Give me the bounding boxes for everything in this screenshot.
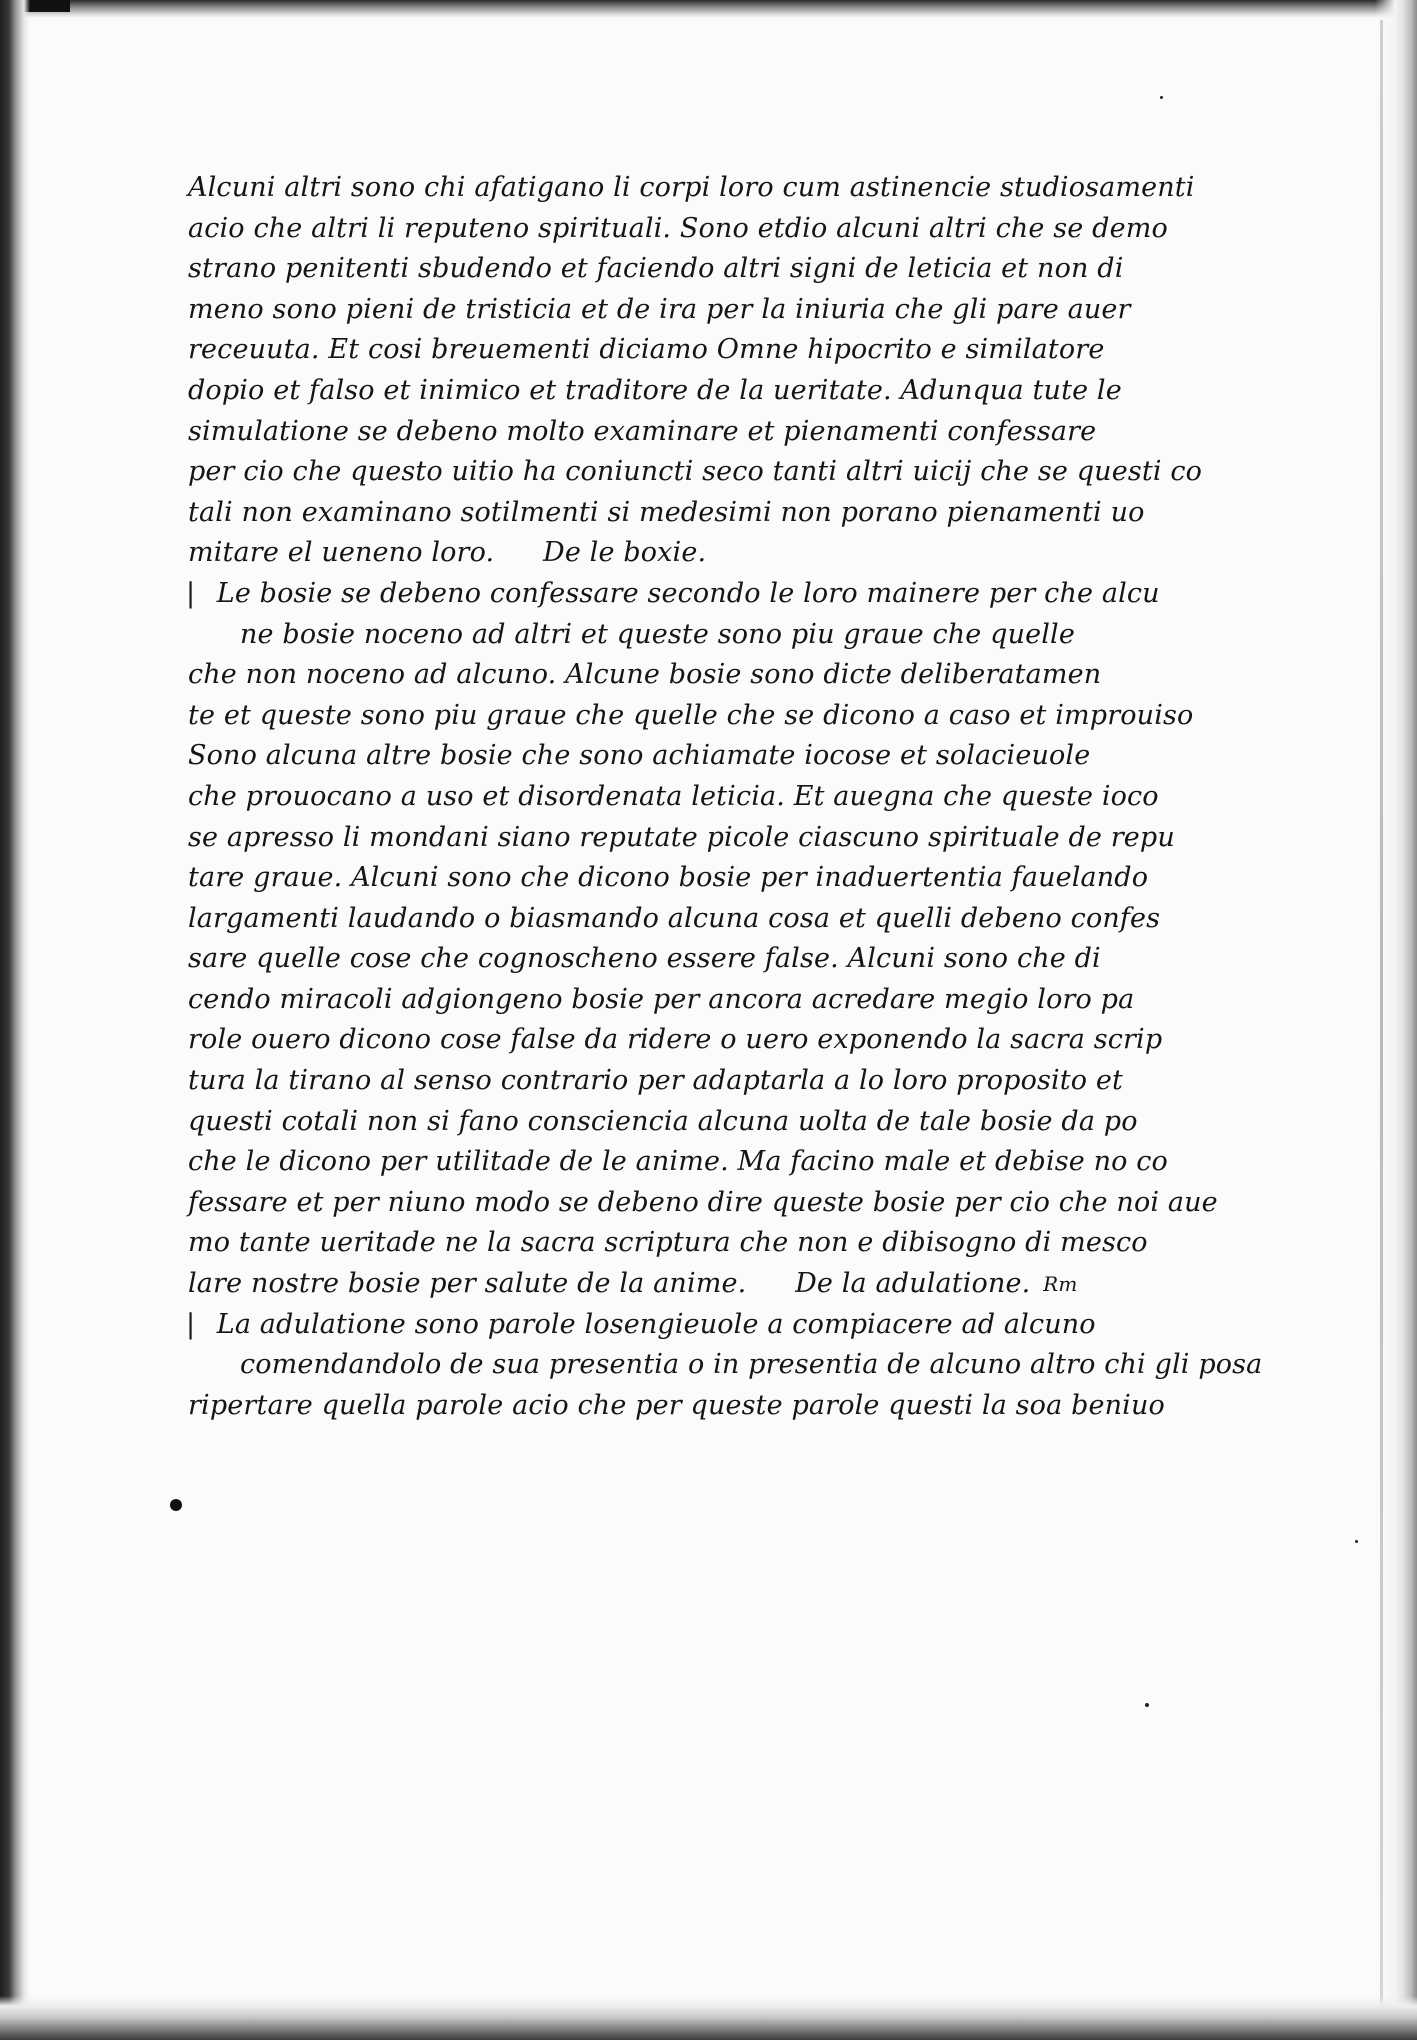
text-line: comendandolo de sua presentia o in presentia de alcuno altro chi gli posa xyxy=(240,1349,1263,1381)
text-line: simulatione se debeno molto examinare et pienamenti confessare xyxy=(188,415,1097,447)
text-line: role ouero dicono cose false da ridere o uero exponendo la sacra scrip xyxy=(188,1024,1163,1056)
text-line: dopio et falso et inimico et traditore de la ueritate. Adunqua tute le xyxy=(188,374,1122,406)
section-heading-bosie: De le boxie. xyxy=(543,537,707,569)
ink-speck xyxy=(1145,1703,1149,1707)
text-line: Le bosie se debeno confessare secondo le loro mainere per che alcu xyxy=(216,577,1160,609)
text-line: sare quelle cose che cognoscheno essere false. Alcuni sono che di xyxy=(188,943,1101,975)
text-line: che le dicono per utilitade de le anime. Ma facino male et debise no co xyxy=(188,1146,1168,1178)
text-line: che non noceno ad alcuno. Alcune bosie sono dicte deliberatamen xyxy=(188,659,1102,691)
text-line-with-heading xyxy=(188,533,1093,574)
text-line: se apresso li mondani siano reputate picole ciascuno spirituale de repu xyxy=(188,821,1175,853)
scan-top-edge xyxy=(0,0,1417,18)
text-line: lare nostre bosie per salute de la anime. xyxy=(188,1268,747,1300)
text-line: tare graue. Alcuni sono che dicono bosie per inaduertentia fauelando xyxy=(188,862,1149,894)
text-line: per cio che questo uitio ha coniuncti seco tanti altri uicij che se questi co xyxy=(188,456,1203,488)
paragraph-start-line xyxy=(186,574,1160,615)
text-line: questi cotali non si fano consciencia alcuna uolta de tale bosie da po xyxy=(188,1105,1138,1137)
ink-speck xyxy=(1160,96,1163,99)
text-line: ne bosie noceno ad altri et queste sono piu graue che quelle xyxy=(240,618,1075,650)
text-line: Alcuni altri sono chi afatigano li corpi loro cum astinencie studiosamenti xyxy=(188,172,1195,203)
text-line: acio che altri li reputeno spirituali. Sono etdio alcuni altri che se demo xyxy=(188,212,1168,244)
manuscript-text xyxy=(186,168,1263,1426)
paragraph-mark: | xyxy=(186,1308,196,1340)
text-line: La adulatione sono parole losengieuole a compiacere ad alcuno xyxy=(216,1308,1096,1340)
text-line: strano penitenti sbudendo et faciendo altri signi de leticia et non di xyxy=(188,253,1124,285)
text-line: mo tante ueritade ne la sacra scriptura che non e dibisogno di mesco xyxy=(188,1227,1148,1259)
text-line: che prouocano a uso et disordenata leticia. Et auegna che queste ioco xyxy=(188,780,1159,812)
paragraph-start-line xyxy=(186,1305,1096,1346)
paragraph-mark: | xyxy=(186,577,196,609)
ink-speck xyxy=(1355,1540,1358,1543)
rubric-mark: Rm xyxy=(1043,1272,1078,1297)
text-line: receuuta. Et cosi breuementi diciamo Omne hipocrito e similatore xyxy=(188,334,1105,366)
text-line: tali non examinano sotilmenti si medesimi non porano pienamenti uo xyxy=(188,496,1145,528)
text-line: cendo miracoli adgiongeno bosie per ancora acredare megio loro pa xyxy=(188,983,1135,1015)
text-line: tura la tirano al senso contrario per adaptarla a lo loro proposito et xyxy=(188,1065,1124,1097)
section-heading-adulatione: De la adulatione. xyxy=(795,1268,1031,1300)
text-line: ripertare quella parole acio che per queste parole questi la soa beniuo xyxy=(188,1389,1165,1421)
text-line: te et queste sono piu graue che quelle che se dicono a caso et improuiso xyxy=(188,699,1194,731)
text-line: fessare et per niuno modo se debeno dire queste bosie per cio che noi aue xyxy=(188,1186,1218,1218)
scan-left-edge xyxy=(0,0,30,2040)
text-line: Sono alcuna altre bosie che sono achiamate iocose et solacieuole xyxy=(188,740,1091,772)
text-line: largamenti laudando o biasmando alcuna cosa et quelli debeno confes xyxy=(188,902,1161,934)
scan-bottom-edge xyxy=(0,1996,1417,2040)
text-line: meno sono pieni de tristicia et de ira per la iniuria che gli pare auer xyxy=(188,293,1131,325)
page-fold-shadow xyxy=(1380,20,1383,2010)
text-line: mitare el ueneno loro. xyxy=(188,537,495,569)
margin-ink-dot xyxy=(170,1499,182,1511)
text-line-with-heading xyxy=(188,1264,1093,1305)
